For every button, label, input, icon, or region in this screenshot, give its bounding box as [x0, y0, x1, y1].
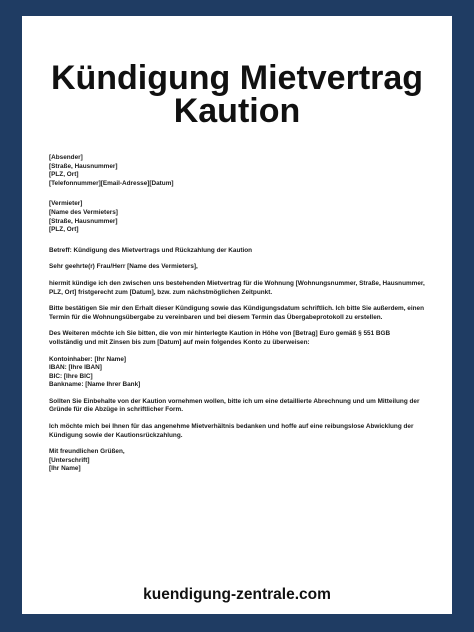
salutation: Sehr geehrte(r) Frau/Herr [Name des Vermieters],	[49, 263, 198, 271]
sender-block	[49, 154, 425, 188]
paragraph-notice: hiermit kündige ich den zwischen uns bestehenden Mietvertrag für die Wohnung [Wohnungsnummer, Straße, Hausnummer, PLZ, Ort] fristgerecht zum [Datum], bzw. zum nächstmöglichen Zeitpunkt.	[49, 279, 425, 296]
paragraph-deposit: Des Weiteren möchte ich Sie bitten, die von mir hinterlegte Kaution in Höhe von [Betrag] Euro gemäß § 551 BGB vollständig und mit Zinsen bis zum [Datum] auf mein folgendes Konto zu überweisen:	[49, 330, 391, 346]
letter-sheet	[22, 16, 452, 614]
paragraph-confirmation: Bitte bestätigen Sie mir den Erhalt dieser Kündigung sowie das Kündigungsdatum schriftlich. Ich bitte Sie außerdem, einen Termin für die Wohnungsübergabe zu vereinbaren und bei diesem Termin das Übergabeprotokoll zu erstellen.	[49, 305, 424, 321]
paragraph-thanks: Ich möchte mich bei Ihnen für das angenehme Mietverhältnis bedanken und hoffe auf eine reibungslose Abwicklung der Kündigung sowie der Kautionsrückzahlung.	[49, 423, 414, 439]
footer-website: kuendigung-zentrale.com	[143, 586, 331, 603]
recipient-line: [PLZ, Ort]	[49, 226, 79, 234]
signature-line: [Unterschrift]	[49, 456, 90, 464]
bank-line: Bankname: [Name Ihrer Bank]	[49, 381, 141, 389]
sender-line: [Telefonnummer][Email-Adresse][Datum]	[49, 179, 174, 187]
bank-line: BIC: [Ihre BIC]	[49, 372, 93, 380]
title-line-2: Kaution	[173, 92, 301, 130]
recipient-line: [Vermieter]	[49, 200, 83, 208]
name-line: [Ihr Name]	[49, 465, 81, 473]
sender-line: [Absender]	[49, 154, 83, 161]
paragraph-deductions: Sollten Sie Einbehalte von der Kaution vornehmen wollen, bitte ich um eine detaillierte Abrechnung und um Mitteilung der Gründe für die Abzüge in schriftlicher Form.	[49, 397, 420, 414]
sender-line: [PLZ, Ort]	[49, 171, 79, 179]
sender-line: [Straße, Hausnummer]	[49, 162, 118, 170]
bank-line: Kontoinhaber: [Ihr Name]	[49, 355, 127, 363]
recipient-block	[49, 200, 425, 234]
title-line-1: Kündigung Mietvertrag	[50, 59, 424, 97]
bank-details	[49, 356, 425, 390]
recipient-line: [Straße, Hausnummer]	[49, 217, 118, 225]
recipient-line: [Name des Vermieters]	[49, 208, 118, 216]
document-title	[22, 59, 452, 130]
closing-block	[49, 448, 425, 474]
closing-line: Mit freundlichen Grüßen,	[49, 448, 125, 456]
subject-line: Betreff: Kündigung des Mietvertrags und Rückzahlung der Kaution	[49, 246, 253, 254]
bank-line: IBAN: [Ihre IBAN]	[49, 364, 102, 372]
letter-body	[49, 154, 425, 474]
